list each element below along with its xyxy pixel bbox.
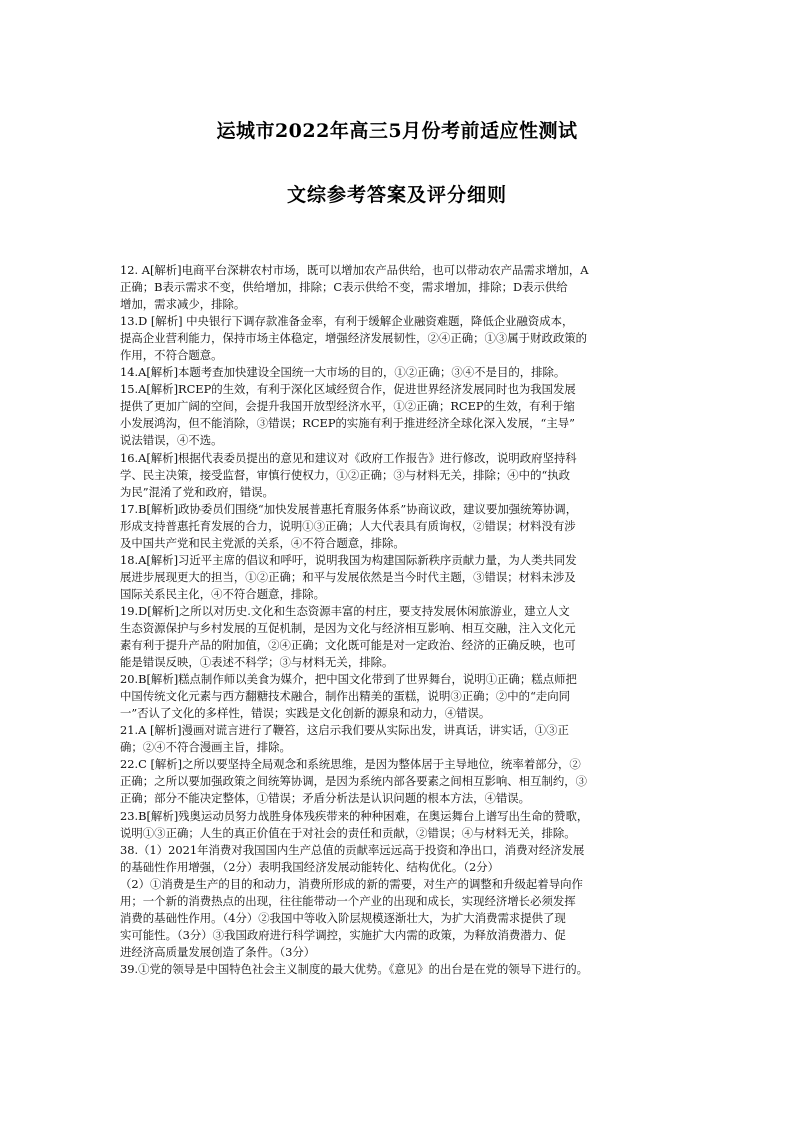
text-line: 的基础性作用增强，（2分）表明我国经济发展动能转化、结构优化。（2分） — [120, 859, 499, 874]
text-line: 确；②④不符合漫画主旨，排除。 — [120, 740, 291, 755]
text-line: 提供了更加广阔的空间，会提升我国开放型经济水平，①②正确；RCEP的生效，有利于缩 — [120, 399, 575, 414]
text-line: 中国传统文化元素与西方翻糖技术融合，制作出精美的蛋糕，说明③正确；②中的“走向同 — [120, 689, 571, 704]
text-line: 20.B[解析]糕点制作师以美食为媒介，把中国文化带到了世界舞台，说明①正确；糕点师把 — [120, 672, 577, 687]
text-line: 说明①③正确；人生的真正价值在于对社会的责任和贡献，②错误；④与材料无关，排除。 — [120, 825, 576, 840]
text-line: 学、民主决策，接受监督，审慎行使权力，①②正确；③与材料无关，排除；④中的“执政 — [120, 467, 571, 482]
page-title: 运城市2022年高三5月份考前适应性测试 — [216, 120, 578, 142]
text-line: 展进步展现更大的担当，①②正确；和平与发展依然是当今时代主题，③错误；材料未涉及 — [120, 569, 576, 584]
text-line: 15.A[解析]RCEP的生效，有利于深化区域经贸合作，促进世界经济发展同时也为我国发展 — [120, 382, 576, 397]
text-line: 39.①党的领导是中国特色社会主义制度的最大优势。《意见》的出台是在党的领导下进行的。 — [120, 961, 589, 976]
text-line: 14.A[解析]本题考查加快建设全国统一大市场的目的，①②正确；③④不是目的，排除。 — [120, 365, 566, 380]
text-line: 正确；部分不能决定整体，①错误；矛盾分析法是认识问题的根本方法，④错误。 — [120, 791, 531, 806]
text-line: 13.D [解析] 中央银行下调存款准备金率，有利于缓解企业融资难题，降低企业融资成本， — [120, 314, 574, 329]
text-line: 能是错误反映，①表述不科学；③与材料无关，排除。 — [120, 655, 394, 670]
text-line: 一”否认了文化的多样性，错误；实践是文化创新的源泉和动力，④错误。 — [120, 706, 491, 721]
text-line: 消费的基础性作用。（4分）②我国中等收入阶层规模逐渐壮大，为扩大消费需求提供了现 — [120, 910, 566, 925]
text-line: 17.B[解析]政协委员们围绕“加快发展普惠托育服务体系”协商议政，建议要加强统筹协调， — [120, 501, 578, 516]
text-line: 提高企业营利能力，保持市场主体稳定，增强经济发展韧性，②④正确；①③属于财政政策的 — [120, 331, 588, 346]
text-line: 小发展鸿沟，但不能消除，③错误；RCEP的实施有利于推进经济全球化深入发展，“主导” — [120, 416, 575, 431]
text-line: 实可能性。（3分）③我国政府进行科学调控，实施扩大内需的政策，为释放消费潜力、促 — [120, 927, 566, 942]
text-line: 进经济高质量发展创造了条件。（3分） — [120, 944, 316, 959]
text-line: 23.B[解析]残奥运动员努力战胜身体残疾带来的种种困难，在奥运舞台上谱写出生命的赞歌， — [120, 808, 589, 823]
text-line: 19.D[解析]之所以对历史.文化和生态资源丰富的村庄，要支持发展休闲旅游业，建立人文 — [120, 603, 570, 618]
text-line: 21.A [解析]漫画对谎言进行了鞭笞，这启示我们要从实际出发，讲真话，讲实话，①③正 — [120, 723, 569, 738]
text-line: 形成支持普惠托育发展的合力，说明①③正确；人大代表具有质询权，②错误；材料没有涉 — [120, 518, 576, 533]
text-line: 国际关系民主化，④不符合题意，排除。 — [120, 586, 326, 601]
text-line: 用；一个新的消费热点的出现，往往能带动一个产业的出现和成长，实现经济增长必须发挥 — [120, 893, 576, 908]
text-line: 38.（1）2021年消费对我国国内生产总值的贡献率远远高于投资和净出口，消费对经济发展 — [120, 842, 585, 857]
text-line: 增加，需求减少，排除。 — [120, 297, 246, 312]
text-line: 22.C [解析]之所以要坚持全局观念和系统思维，是因为整体居于主导地位，统率着部分，② — [120, 757, 581, 772]
text-line: 作用，不符合题意。 — [120, 348, 223, 363]
text-line: 正确；之所以要加强政策之间统筹协调，是因为系统内部各要素之间相互影响、相互制约，③ — [120, 774, 588, 789]
text-line: 为民”混淆了党和政府，错误。 — [120, 484, 274, 499]
text-line: 说法错误，④不选。 — [120, 433, 223, 448]
text-line: （2）①消费是生产的目的和动力，消费所形成的新的需要，对生产的调整和升级起着导向作 — [120, 876, 583, 891]
text-line: 12. A[解析]电商平台深耕农村市场，既可以增加农产品供给，也可以带动农产品需求增加，A — [120, 263, 589, 277]
text-line: 及中国共产党和民主党派的关系，④不符合题意，排除。 — [120, 535, 405, 550]
text-line: 正确；B表示需求不变，供给增加，排除；C表示供给不变，需求增加，排除；D表示供给 — [120, 280, 568, 295]
text-line: 生态资源保护与乡村发展的互促机制，是因为文化与经济相互影响、相互交融，注入文化元 — [120, 620, 576, 635]
text-line: 16.A[解析]根据代表委员提出的意见和建议对《政府工作报告》进行修改，说明政府坚持科 — [120, 450, 577, 465]
answer-body — [120, 262, 680, 978]
text-line: 素有利于提升产品的附加值，②④正确；文化既可能是对一定政治、经济的正确反映，也可 — [120, 638, 576, 653]
page-subtitle: 文综参考答案及评分细则 — [286, 184, 507, 206]
text-line: 18.A[解析]习近平主席的倡议和呼吁，说明我国为构建国际新秩序贡献力量，为人类共同发 — [120, 552, 577, 567]
